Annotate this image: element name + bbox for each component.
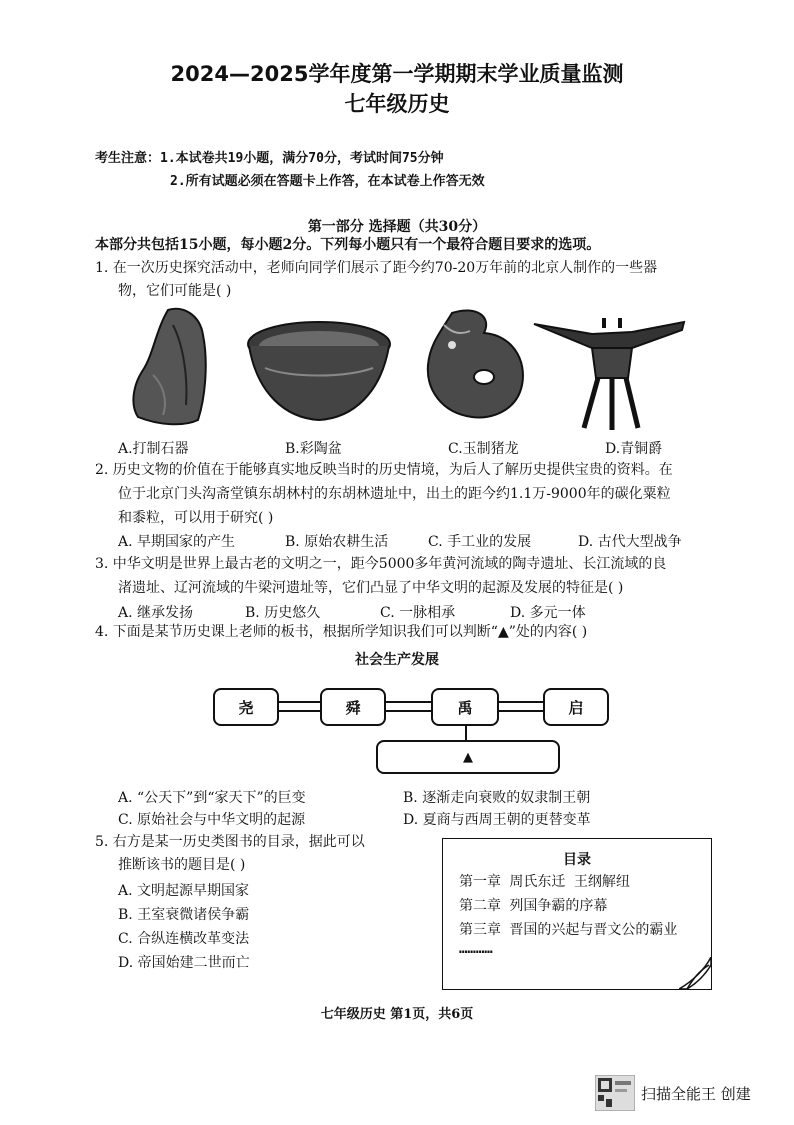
q4-diagram-title: 社会生产发展	[355, 652, 439, 668]
q3-option-c[interactable]: C. 一脉相承	[380, 605, 456, 621]
toc-item: 第二章 列国争霸的序幕	[459, 898, 608, 914]
q3-option-a[interactable]: A. 继承发扬	[118, 605, 194, 621]
page-footer: 七年级历史 第1页，共6页	[320, 1007, 474, 1022]
toc-item: 第一章 周氏东迁 王纲解纽	[459, 874, 630, 890]
book-table-of-contents	[442, 838, 712, 990]
q4-option-b[interactable]: B. 逐渐走向衰败的奴隶制王朝	[403, 790, 591, 806]
q2-stem-line-3: 和黍粒，可以用于研究( )	[118, 510, 274, 526]
q4-option-d[interactable]: D. 夏商与西周王朝的更替变革	[403, 812, 591, 828]
q1-option-b[interactable]: B.彩陶盆	[285, 441, 342, 457]
q1-option-c[interactable]: C.玉制猪龙	[448, 441, 519, 457]
q4-option-a[interactable]: A. “公天下”到“家天下”的巨变	[118, 790, 306, 806]
q2-stem-line-1: 2. 历史文物的价值在于能够真实地反映当时的历史情境，为后人了解历史提供宝贵的资料。在	[95, 462, 673, 478]
q5-option-d[interactable]: D. 帝国始建二世而亡	[118, 955, 250, 971]
scanner-logo-icon	[595, 1075, 635, 1111]
q5-option-b[interactable]: B. 王室衰微诸侯争霸	[118, 907, 250, 923]
notice-line-1: 考生注意：1.本试卷共19小题，满分70分，考试时间75分钟	[95, 151, 444, 166]
q2-option-b[interactable]: B. 原始农耕生活	[285, 534, 389, 550]
q5-option-a[interactable]: A. 文明起源早期国家	[118, 883, 250, 899]
q3-option-b[interactable]: B. 历史悠久	[245, 605, 321, 621]
section-instruction: 本部分共包括15小题，每小题2分。下列每小题只有一个最符合题目要求的选项。	[95, 237, 601, 253]
q2-option-a[interactable]: A. 早期国家的产生	[118, 534, 236, 550]
q4-stem-line-1: 4. 下面是某节历史课上老师的板书，根据所学知识我们可以判断“▲”处的内容( )	[95, 624, 588, 640]
page-curl-icon	[679, 957, 711, 989]
toc-item: 第三章 晋国的兴起与晋文公的霸业	[459, 922, 678, 938]
q2-stem-line-2: 位于北京门头沟斋堂镇东胡林村的东胡林遗址中，出土的距今约1.1万-9000年的碳化粟粒	[118, 486, 671, 502]
q1-stem-line-2: 物，它们可能是( )	[118, 283, 232, 299]
diagram-box-yu: 禹	[431, 688, 499, 726]
stone-tool-image	[128, 305, 208, 430]
exam-title: 2024—2025学年度第一学期期末学业质量监测	[170, 62, 624, 86]
scanner-credit-text: 扫描全能王 创建	[641, 1085, 751, 1103]
diagram-connector	[497, 701, 543, 703]
diagram-box-yao: 尧	[213, 688, 279, 726]
q2-option-c[interactable]: C. 手工业的发展	[428, 534, 532, 550]
q1-option-d[interactable]: D.青铜爵	[605, 441, 663, 457]
q2-option-d[interactable]: D. 古代大型战争	[578, 534, 682, 550]
toc-title: 目录	[563, 852, 591, 868]
diagram-unknown-box: ▲	[376, 740, 560, 774]
q3-stem-line-2: 渚遗址、辽河流域的牛梁河遗址等，它们凸显了中华文明的起源及发展的特征是( )	[118, 580, 624, 596]
jade-pig-dragon-image	[422, 305, 530, 423]
q5-option-c[interactable]: C. 合纵连横改革变法	[118, 931, 250, 947]
bronze-jue-image	[532, 318, 687, 433]
q4-option-c[interactable]: C. 原始社会与中华文明的起源	[118, 812, 306, 828]
q5-stem-line-2: 推断该书的题目是( )	[118, 857, 246, 873]
section-title: 第一部分 选择题（共30分）	[307, 219, 487, 235]
q3-stem-line-1: 3. 中华文明是世界上最古老的文明之一，距今5000多年黄河流域的陶寺遗址、长江流域的良	[95, 556, 667, 572]
diagram-box-shun: 舜	[320, 688, 386, 726]
diagram-connector	[497, 710, 543, 712]
toc-item: …………	[459, 941, 493, 957]
notice-line-2: 2.所有试题必须在答题卡上作答，在本试卷上作答无效	[170, 174, 485, 189]
painted-pottery-basin-image	[245, 318, 393, 424]
q1-stem-line-1: 1. 在一次历史探究活动中，老师向同学们展示了距今约70-20万年前的北京人制作的一些器	[95, 260, 658, 276]
q1-option-a[interactable]: A.打制石器	[118, 441, 189, 457]
q3-option-d[interactable]: D. 多元一体	[510, 605, 586, 621]
scanner-watermark	[595, 1075, 775, 1115]
q5-stem-line-1: 5. 右方是某一历史类图书的目录，据此可以	[95, 834, 365, 850]
exam-subtitle: 七年级历史	[344, 92, 450, 116]
diagram-box-qi: 启	[543, 688, 609, 726]
